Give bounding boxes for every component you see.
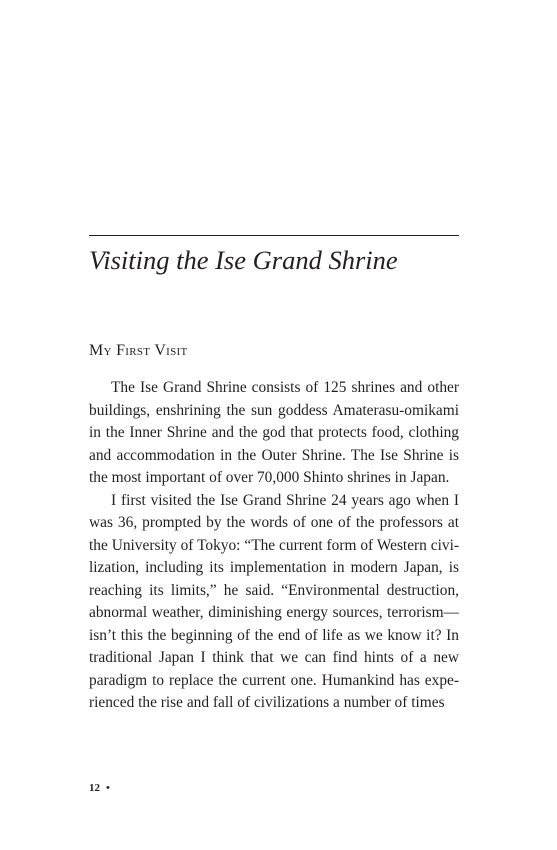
chapter-title: Visiting the Ise Grand Shrine xyxy=(89,245,398,275)
body-text xyxy=(89,377,459,715)
paragraph: The Ise Grand Shrine consists of 125 shrines and other buildings, enshrining the sun goddess Amaterasu-omikami in the Inner Shrine and the god that protects food, clothing and accommodation in the Outer Shrine. The Ise Shrine is the most important of over 70,000 Shinto shrines in Japan. xyxy=(89,379,459,486)
paragraph: I first visited the Ise Grand Shrine 24 years ago when I was 36, prompted by the words of one of the professors at the University of Tokyo: “The current form of Western civilization, including its implementation in modern Japan, is reaching its limits,” he said. “Environmental destruction, abnormal weather, diminishing energy sources, terrorism—isn’t this the beginning of the end of life as we know it? In traditional Japan I think that we can find hints of a new paradigm to replace the current one. Humankind has experienced the rise and fall of civilizations a number of times xyxy=(89,491,459,711)
page-number: 12 xyxy=(89,782,100,794)
section-heading: My First Visit xyxy=(89,342,188,359)
page-footer xyxy=(89,781,110,795)
folio-bullet: • xyxy=(106,782,110,794)
chapter-rule xyxy=(89,235,459,236)
